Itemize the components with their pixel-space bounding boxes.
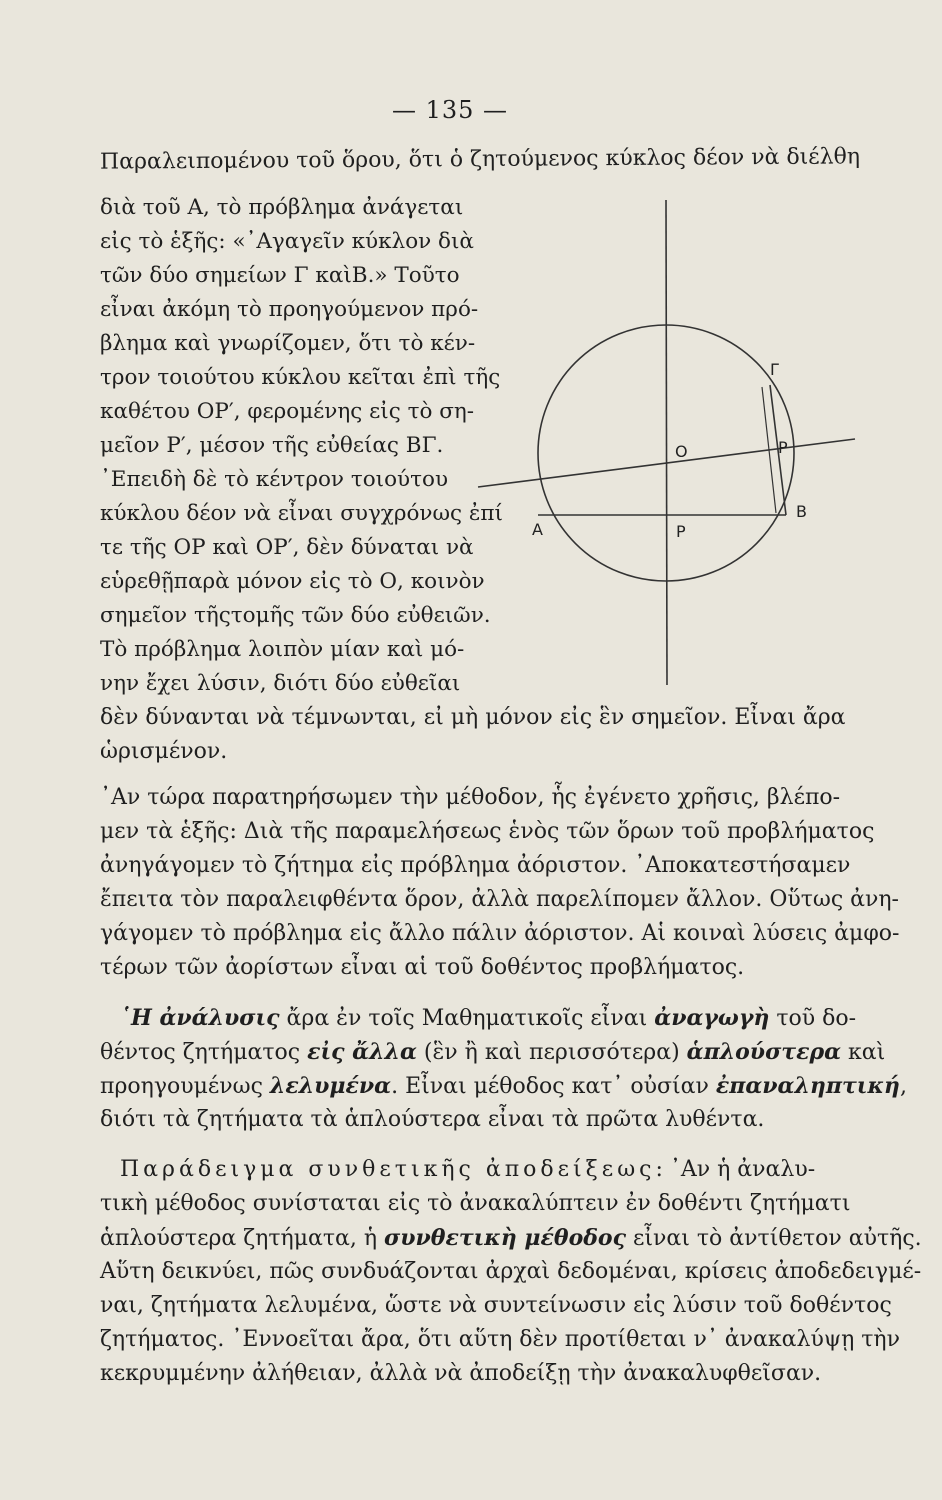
text-line: δὲν δύνανται νὰ τέμνωνται, εἰ μὴ μόνον εἰς ἓν σημεῖον. Εἶναι ἄρα	[100, 705, 846, 730]
text-line: Παραλειπομένου τοῦ ὅρου, ὅτι ὁ ζητούμενος κύκλος δέον νὰ διέλθη	[99, 144, 861, 175]
text-line: Αὕτη δεικνύει, πῶς συνδυάζονται ἀρχαὶ δεδομέναι, κρίσεις ἀποδεδειγμέ-	[100, 1259, 922, 1284]
label-b: Β	[796, 502, 807, 521]
text-line: κεκρυμμένην ἀλήθειαν, ἀλλὰ νὰ ἀποδείξῃ τὴν ἀνακαλυφθεῖσαν.	[100, 1361, 822, 1386]
text-line: μεν τὰ ἑξῆς: Διὰ τῆς παραμελήσεως ἑνὸς τῶν ὅρων τοῦ προβλήματος	[100, 819, 875, 844]
text-line: τρον τοιούτου κύκλου κεῖται ἐπὶ τῆς	[100, 365, 501, 390]
text-run: : ᾿Αν ἡ ἀναλυ-	[655, 1157, 816, 1182]
text-line: εἰς τὸ ἑξῆς: «᾿Αγαγεῖν κύκλον διὰ	[100, 229, 474, 254]
text-line: βλημα καὶ γνωρίζομεν, ὅτι τὸ κέν-	[100, 331, 476, 356]
spaced-heading: Παράδειγμα συνθετικῆς ἀποδείξεως	[120, 1157, 656, 1182]
geometry-diagram	[470, 195, 860, 695]
text-line: ᾿Επειδὴ δὲ τὸ κέντρον τοιούτου	[100, 467, 449, 492]
text-line: τε τῆς ΟΡ καὶ ΟΡ′, δὲν δύναται νὰ	[100, 535, 474, 560]
text-line	[120, 1156, 815, 1184]
text-line: ᾿Αν τώρα παρατηρήσωμεν τὴν μέθοδον, ἧς ἐγένετο χρῆσις, βλέπο-	[100, 785, 841, 810]
text-run: προηγουμένως	[100, 1074, 270, 1099]
text-run: ἁπλούστερα ζητήματα, ἡ	[100, 1226, 385, 1251]
bold-term: συνθετικὴ μέθοδος	[384, 1225, 627, 1251]
bold-term: ἀναγωγὴ	[654, 1005, 770, 1031]
text-line: κύκλου δέον νὰ εἶναι συγχρόνως ἐπί	[100, 501, 503, 526]
text-run: ,	[899, 1074, 907, 1099]
text-line: καθέτου ΟΡ′, φερομένης εἰς τὸ ση-	[100, 399, 475, 424]
text-line: νην ἔχει λύσιν, διότι δύο εὐθεῖαι	[100, 671, 461, 696]
bold-term: ἐπαναληπτική	[715, 1073, 900, 1099]
label-o: Ο	[675, 442, 688, 461]
bold-term: ῾Η ἀνάλυσις	[120, 1005, 280, 1031]
text-line: γάγομεν τὸ πρόβλημα εἰς ἄλλο πάλιν ἀόριστον. Αἱ κοιναὶ λύσεις ἀμφο-	[100, 921, 900, 946]
label-p-prime: Ρ	[778, 438, 788, 457]
text-run: εἶναι τὸ ἀντίθετον αὐτῆς.	[626, 1226, 922, 1251]
text-line: διότι τὰ ζητήματα τὰ ἁπλούστερα εἶναι τὰ πρῶτα λυθέντα.	[100, 1107, 765, 1132]
label-p: Ρ	[676, 522, 686, 541]
text-line: τικὴ μέθοδος συνίσταται εἰς τὸ ἀνακαλύπτειν ἐν δοθέντι ζητήματι	[100, 1191, 851, 1216]
text-run: τοῦ δο-	[769, 1006, 857, 1031]
bold-term: εἰς ἄλλα	[307, 1039, 417, 1065]
text-line	[100, 1224, 922, 1253]
text-line: Τὸ πρόβλημα λοιπὸν μίαν καὶ μό-	[100, 637, 465, 662]
text-line: ναι, ζητήματα λελυμένα, ὥστε νὰ συντείνωσιν εἰς λύσιν τοῦ δοθέντος	[100, 1293, 892, 1318]
text-line: ζητήματος. ᾿Εννοεῖται ἄρα, ὅτι αὕτη δὲν προτίθεται ν᾿ ἀνακαλύψῃ τὴν	[100, 1327, 900, 1352]
text-line: εἶναι ἀκόμη τὸ προηγούμενον πρό-	[100, 297, 479, 322]
text-run: . Εἶναι μέθοδος κατ᾿ οὐσίαν	[391, 1074, 716, 1099]
text-line: ὡρισμένον.	[100, 739, 228, 764]
text-line	[120, 1004, 856, 1033]
text-line: διὰ τοῦ Α, τὸ πρόβλημα ἀνάγεται	[100, 195, 464, 220]
text-run: ἄρα ἐν τοῖς Μαθηματικοῖς εἶναι	[279, 1006, 655, 1031]
text-run: θέντος ζητήματος	[100, 1040, 308, 1065]
text-line: ἔπειτα τὸν παραλειφθέντα ὅρον, ἀλλὰ παρελίπομεν ἄλλον. Οὕτως ἀνη-	[100, 887, 899, 912]
text-line: εὑρεθῇπαρὰ μόνον εἰς τὸ Ο, κοινὸν	[100, 569, 485, 594]
bold-term: λελυμένα	[269, 1073, 392, 1099]
text-line: ἀνηγάγομεν τὸ ζήτημα εἰς πρόβλημα ἀόριστον. ᾿Αποκατεστήσαμεν	[100, 853, 851, 878]
text-run: (ἓν ἢ καὶ περισσότερα)	[416, 1040, 687, 1065]
page-number: — 135 —	[391, 96, 509, 124]
text-line: μεῖον Ρ′, μέσον τῆς εὐθείας ΒΓ.	[100, 433, 444, 458]
text-line: τέρων τῶν ἀορίστων εἶναι αἱ τοῦ δοθέντος προβλήματος.	[100, 955, 745, 980]
bold-term: ἁπλούστερα	[686, 1039, 842, 1065]
label-gamma: Γ	[770, 360, 779, 379]
text-run: καὶ	[841, 1040, 886, 1065]
vertical-line-op	[666, 200, 667, 685]
text-line	[100, 1072, 907, 1101]
text-line: σημεῖον τῆςτομῆς τῶν δύο εὐθειῶν.	[100, 603, 491, 628]
label-a: Α	[532, 520, 543, 539]
text-line: τῶν δύο σημείων Γ καὶΒ.» Τοῦτο	[100, 263, 460, 288]
text-line	[100, 1038, 885, 1067]
